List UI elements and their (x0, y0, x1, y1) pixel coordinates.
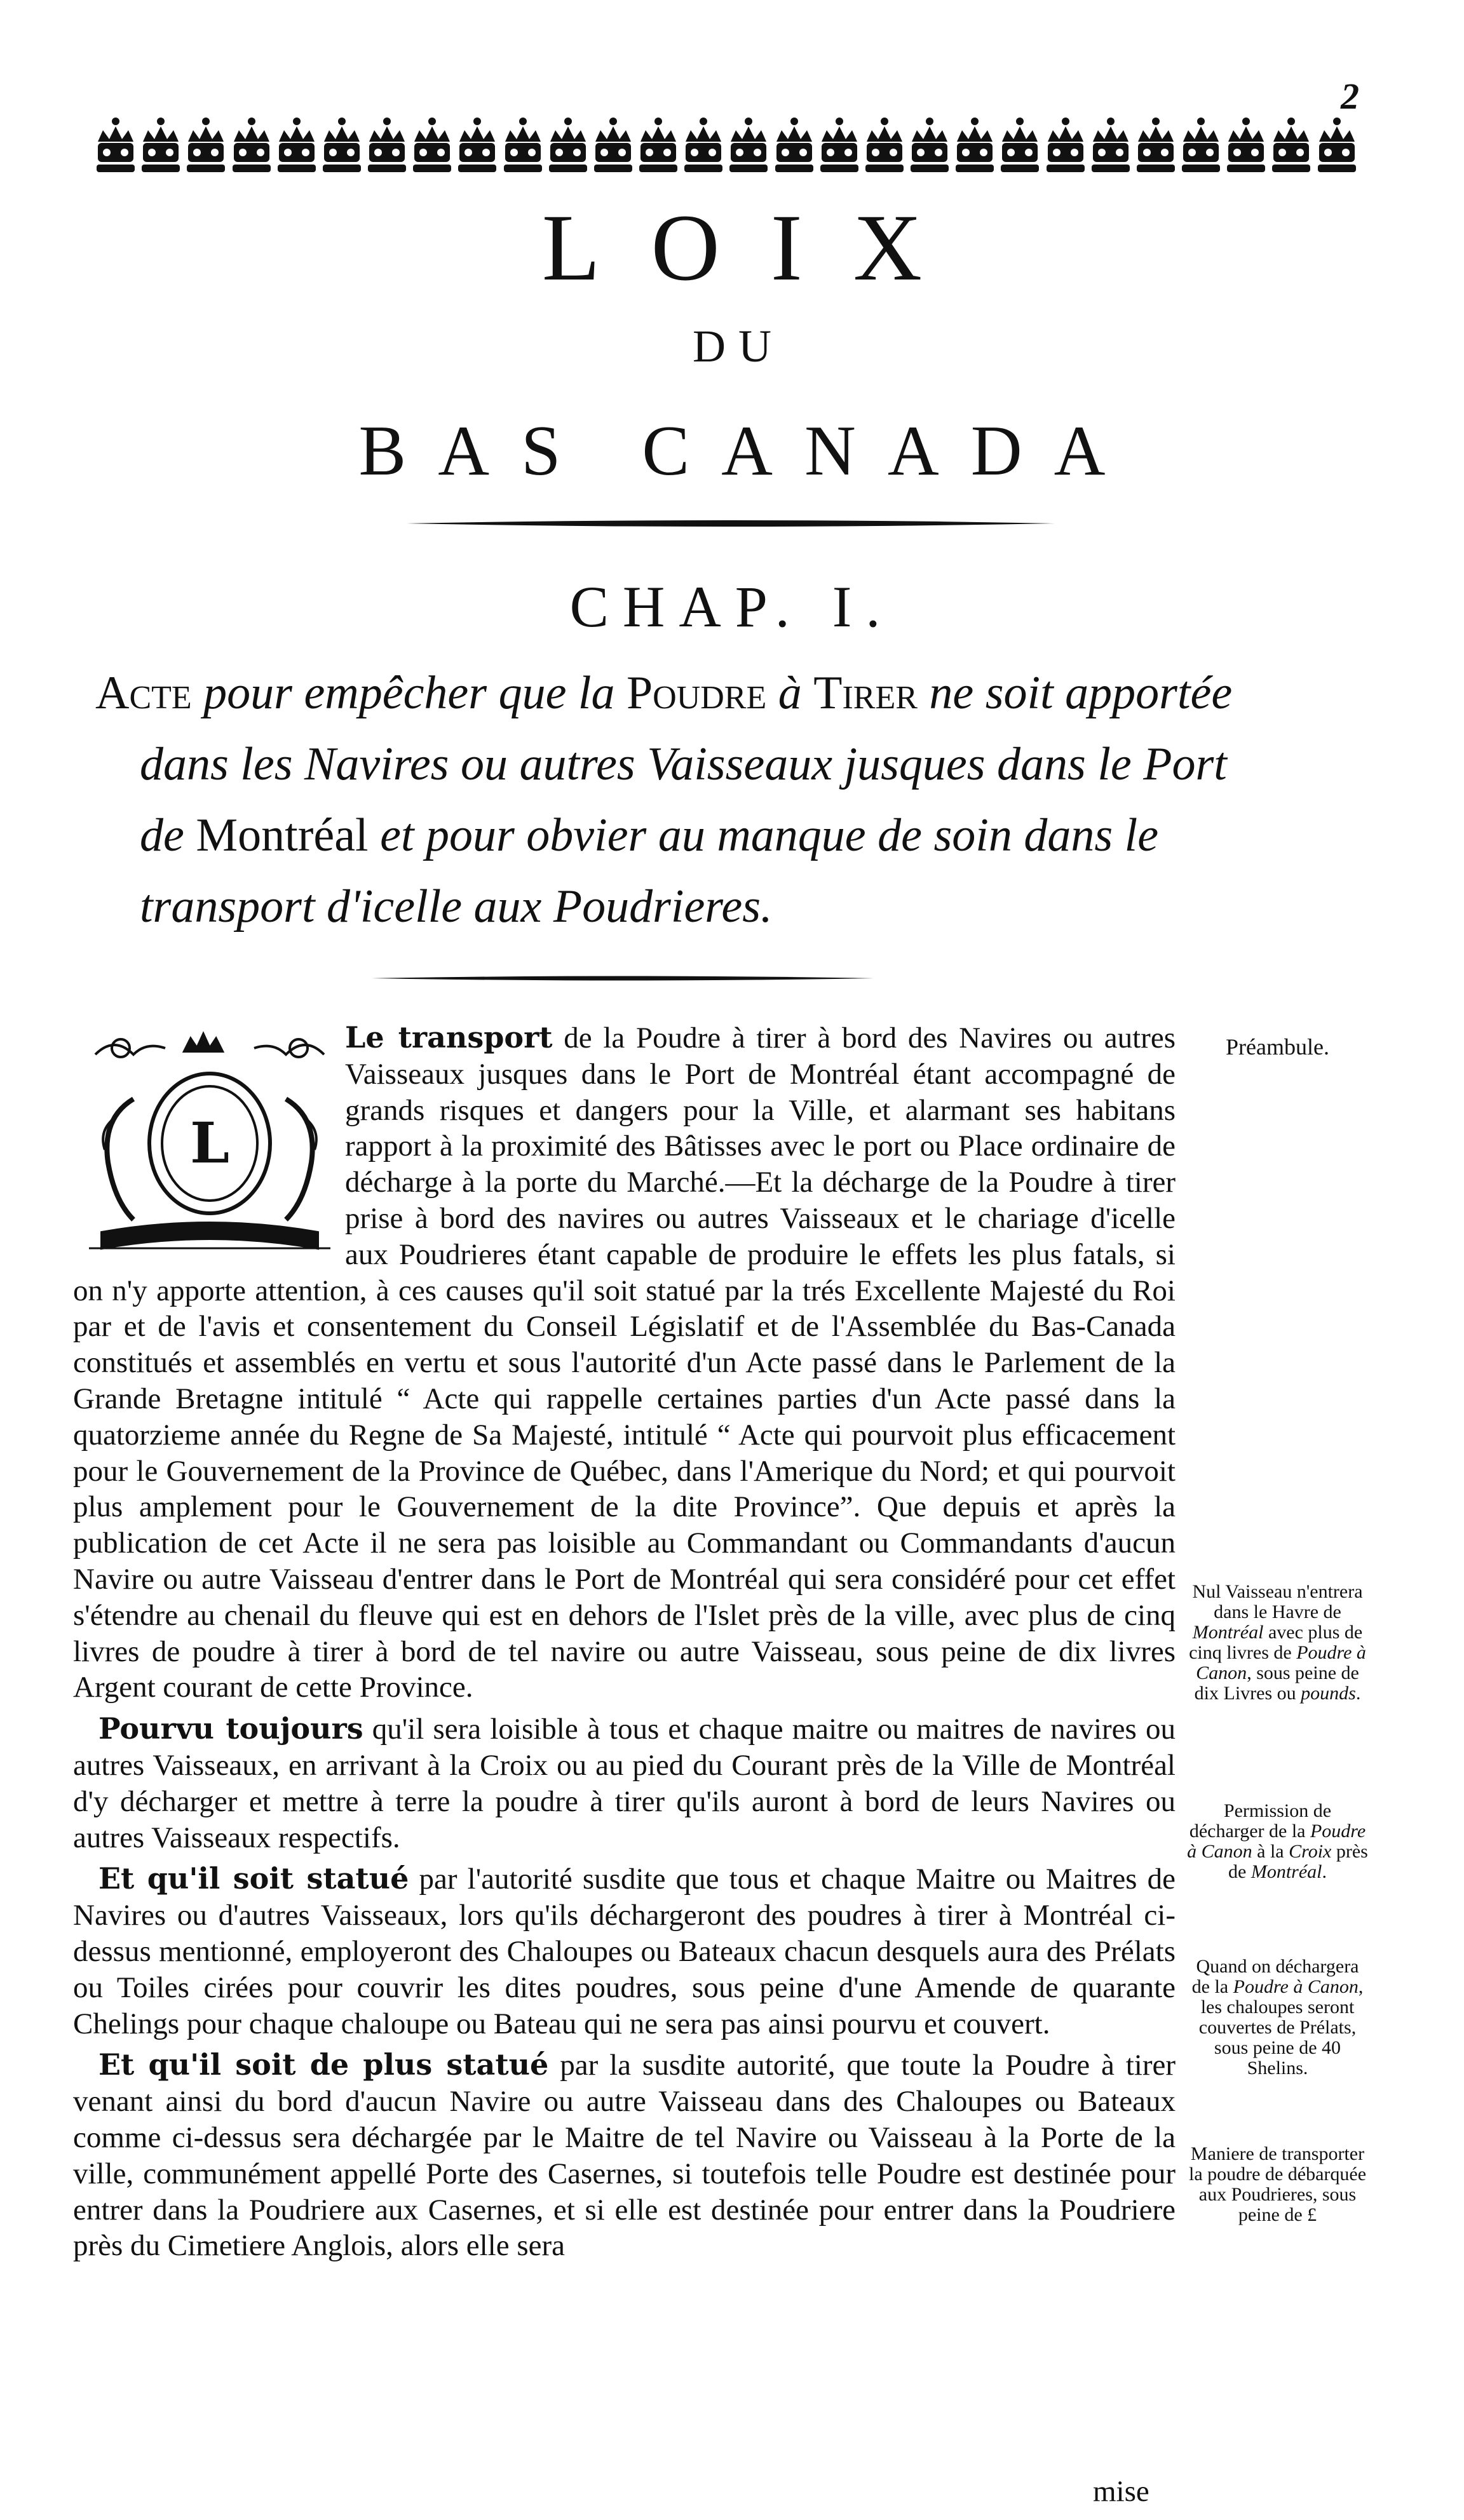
crown-icon (908, 116, 951, 175)
body-paragraph (73, 1020, 1176, 1706)
act-body (73, 1020, 1176, 2264)
act-title (95, 657, 1239, 942)
paragraph-text: qu'il sera loisible à tous et chaque maitre ou maitres de navires ou autres Vaisseaux, en arrivant à la Croix ou au pied du Courant près de la Ville de Montréal d'y décharger et mettre à terre la poudre à tirer qu'ils auront à bord de leurs Navires ou autres Vaisseaux respectifs. (73, 1713, 1176, 1854)
crown-icon (320, 116, 363, 175)
paragraph-text: de la Poudre à tirer à bord des Navires ou autres Vaisseaux jusques dans le Port de Montréal étant accompagné de grands risques et dangers pour la Ville, et alarmant ses habitans rapport à la proximité des Bâtisses avec le port ou Place ordinaire de décharge à la porte du Marché.—Et la décharge de la Poudre à tirer prise à bord des navires ou autres Vaisseaux et le chariage d'icelle aux Poudrieres étant capable de produire le effets les plus fatals, si on n'y apporte attention, à ces causes qu'il soit statué par la trés Excellente Majesté du Roi par et de l'avis et consentement du Conseil Législatif et de l'Assemblée du Bas-Canada constitués et assemblés en vertu et sous l'autorité d'un Acte passé dans le Parlement de la Grande Bretagne intitulé “ Acte qui rappelle certaines parties d'un Acte passé dans la quatorzieme année du Regne de Sa Majesté, intitulé “ Acte qui pourvoit plus efficacement pour le Gouvernement de la Province de Québec, dans l'Amerique du Nord; et qui pourvoit plus amplement pour le Gouvernement de la dite Province”. Que depuis et après la publication de cet Acte il ne sera pas loisible au Commandant ou Commandants d'aucun Navire ou autre Vaisseau d'entrer dans le Port de Montréal qui sera considéré pour cet effet s'étendre au chenail du fleuve qui est en dehors de l'Islet près de la ville, avec plus de cinq livres de poudre à tirer à bord de tel navire ou autre Vaisseau, sous peine de dix livres Argent courant de cette Province. (73, 1021, 1176, 1704)
act-title-part: Montréal (196, 809, 369, 861)
crown-icon (546, 116, 590, 175)
crown-icon (365, 116, 409, 175)
page-number: 2 (1341, 76, 1359, 117)
margin-note-transport-manner: Maniere de transporter la poudre de débarquée aux Poudrieres, sous peine de £ (1188, 2143, 1367, 2225)
paragraph-lead: Pourvu toujours (98, 1711, 363, 1746)
title-connector: DU (693, 321, 784, 372)
title-divider (407, 516, 1055, 531)
catchword: mise (1093, 2475, 1149, 2508)
body-paragraph (73, 2047, 1176, 2264)
act-title-part: Poudre (626, 667, 767, 719)
margin-note-preamble: Préambule. (1226, 1034, 1329, 1060)
crown-icon (1044, 116, 1087, 175)
act-title-part: ne soit apportée dans les Navires ou autres Vaisseaux jusques dans le Port de (140, 667, 1233, 861)
page-subtitle: BAS CANADA (358, 412, 1137, 490)
chapter-divider (372, 972, 874, 985)
crown-icon (230, 116, 273, 175)
initial-letter: L (190, 1110, 229, 1176)
crown-icon (456, 116, 499, 175)
paragraph-text: par la susdite autorité, que toute la Poudre à tirer venant ainsi du bord d'aucun Navire ou autre Vaisseau dans des Chaloupes ou Bateaux comme ci-dessus sera déchargée par le Maitre de tel Navire ou Vaisseau à la Porte de la ville, communément appellé Porte des Casernes, si toutefois telle Poudre est destinée pour entrer dans la Poudriere aux Casernes, et si elle est destinée pour entrer dans la Poudriere près du Cimetiere Anglois, alors elle sera (73, 2049, 1176, 2263)
body-paragraph (73, 1711, 1176, 1856)
crown-icon (773, 116, 816, 175)
crown-icon (863, 116, 906, 175)
page-title: LOIX (541, 195, 973, 300)
crown-icon (275, 116, 318, 175)
act-title-part: Tirer (813, 667, 918, 719)
margin-note-powder-limit: Nul Vaisseau n'entrera dans le Havre de Montréal avec plus de cinq livres de Poudre à Canon, sous peine de dix Livres ou pounds. (1189, 1581, 1366, 1704)
crown-icon (682, 116, 725, 175)
crown-icon (139, 116, 182, 175)
crown-icon (1270, 116, 1313, 175)
crown-icon (727, 116, 770, 175)
paragraph-lead: Et qu'il soit statué (98, 1861, 409, 1896)
body-paragraph (73, 1861, 1176, 2042)
crown-icon (1315, 116, 1359, 175)
crown-icon (818, 116, 861, 175)
crown-icon (1179, 116, 1223, 175)
margin-note-covered-boats: Quand on déchargera de la Poudre à Canon, les chaloupes seront couvertes de Prélats, sous peine de 40 Shelins. (1191, 1956, 1364, 2079)
crown-icon (592, 116, 635, 175)
margin-note-unloading-permission: Permission de décharger de la Poudre à Canon à la Croix près de Montréal. (1187, 1800, 1368, 1882)
crown-icon (410, 116, 454, 175)
crown-icon (1224, 116, 1268, 175)
paragraph-lead: Et qu'il soit de plus statué (98, 2047, 549, 2082)
crown-icon (953, 116, 996, 175)
crown-icon (94, 116, 137, 175)
chapter-heading: CHAP. I. (569, 574, 895, 639)
act-title-part: pour empêcher que la (191, 667, 627, 719)
paragraph-lead: Le transport (345, 1020, 553, 1054)
act-title-part: Acte (95, 667, 192, 719)
crown-icon (501, 116, 545, 175)
paragraph-text: par l'autorité susdite que tous et chaque Maitre ou Maitres de Navires ou d'autres Vaisseaux, lors qu'ils déchargeront des poudres à tirer à Montréal ci-dessus mentionné, employeront des Chaloupes ou Bateaux chacun desquels aura des Prélats ou Toiles cirées pour couvrir les dites poudres, sous peine d'une Amende de quarante Chelings pour chaque chaloupe ou Bateau qui ne sera pas ainsi pourvu et couvert. (73, 1863, 1176, 2040)
crown-icon (184, 116, 227, 175)
crown-icon (1089, 116, 1132, 175)
act-title-part: à (766, 667, 814, 719)
crown-icon (998, 116, 1041, 175)
crown-icon (1134, 116, 1177, 175)
act-title-part: et pour obvier au manque de soin dans le transport d'icelle aux Poudrieres. (140, 809, 1159, 933)
crown-border (94, 111, 1359, 175)
crown-icon (637, 116, 680, 175)
